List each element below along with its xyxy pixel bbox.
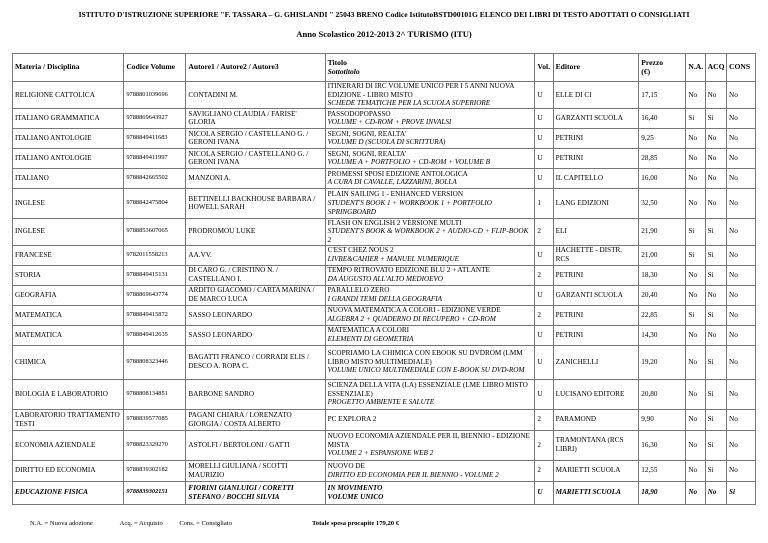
cell-cons: No (727, 305, 756, 325)
table-row (13, 430, 756, 460)
table-row (13, 379, 756, 409)
book-subtitle: PROGETTO AMBIENTE E SALUTE (327, 398, 435, 407)
col-acq: ACQ (705, 54, 726, 82)
cell-prezzo: 16,40 (639, 108, 686, 128)
cell-cons: No (727, 345, 756, 379)
cell-editore: LUCISANO EDITORE (553, 379, 639, 409)
cell-acq: No (705, 285, 726, 305)
book-subtitle: DA AUGUSTO ALL'ALTO MEDIOEVO (327, 275, 443, 284)
cell-prezzo: 12,55 (639, 460, 686, 481)
cell-materia: LABORATORIO TRATTAMENTO TESTI (13, 409, 124, 430)
cell-cons: No (727, 430, 756, 460)
cell-prezzo: 18,90 (639, 481, 686, 504)
cell-na: No (686, 285, 705, 305)
cell-vol: 2 (535, 460, 553, 481)
cell-titolo (325, 218, 535, 245)
cell-titolo (325, 245, 535, 265)
cell-materia: STORIA (13, 265, 124, 285)
total-cost: Totale spesa procapite 179,20 € (312, 520, 400, 527)
cell-materia: ITALIANO ANTOLOGIE (13, 148, 124, 168)
cell-codice: 9788849412635 (124, 325, 186, 345)
cell-materia: GEOGRAFIA (13, 285, 124, 305)
cell-na: Si (686, 218, 705, 245)
cell-autori: MANZONI A. (186, 168, 325, 188)
legend-acq: Acq. = Acquisto (119, 520, 163, 527)
cell-vol: U (535, 379, 553, 409)
col-editore: Editore (553, 54, 639, 82)
cell-titolo (325, 430, 535, 460)
cell-codice: 9788849415131 (124, 265, 186, 285)
cell-na: Si (686, 245, 705, 265)
table-row (13, 108, 756, 128)
cell-titolo (325, 168, 535, 188)
cell-materia: EDUCAZIONE FISICA (13, 481, 124, 504)
cell-autori: NICOLA SERGIO / CASTELLANO G. / GERONI IVANA (186, 128, 325, 148)
book-subtitle: STUDENT'S BOOK 1 + WORKBOOK 1 + PORTFOLIO SPRINGBOARD (327, 198, 492, 216)
cell-na: No (686, 148, 705, 168)
cell-prezzo: 9,90 (639, 409, 686, 430)
cell-cons: No (727, 188, 756, 218)
book-subtitle: LIVRE&CAHIER + MANUEL NUMERIQUE (327, 255, 460, 264)
cell-na: No (686, 460, 705, 481)
cell-materia: ITALIANO ANTOLOGIE (13, 128, 124, 148)
cell-na: Si (686, 108, 705, 128)
book-subtitle: VOLUME D (SCUOLA DI SCRITTURA) (327, 138, 446, 147)
cell-acq: No (705, 325, 726, 345)
cell-editore: ZANICHELLI (553, 345, 639, 379)
cell-editore: PARAMOND (553, 409, 639, 430)
book-subtitle: VOLUME + CD-ROM + PROVE INVALSI (327, 118, 452, 127)
cell-na: No (686, 82, 705, 109)
cell-acq: Si (705, 108, 726, 128)
cell-acq: No (705, 168, 726, 188)
cell-editore: PETRINI (553, 265, 639, 285)
cell-editore: TRAMONTANA (RCS LIBRI) (553, 430, 639, 460)
cell-vol: U (535, 325, 553, 345)
cell-editore: HACHETTE - DISTR. RCS (553, 245, 639, 265)
table-row (13, 245, 756, 265)
cell-autori: BARBONE SANDRO (186, 379, 325, 409)
cell-na: No (686, 188, 705, 218)
cell-acq: Si (705, 345, 726, 379)
cell-titolo (325, 345, 535, 379)
cell-codice: 9788849411683 (124, 128, 186, 148)
cell-codice: 9788869643927 (124, 108, 186, 128)
cell-acq: No (705, 481, 726, 504)
table-row (13, 168, 756, 188)
book-title: PROMESSI SPOSI EDIZIONE ANTOLOGICA (327, 169, 468, 178)
cell-vol: U (535, 285, 553, 305)
cell-codice: 9788853607065 (124, 218, 186, 245)
cell-editore: GARZANTI SCUOLA (553, 108, 639, 128)
book-title: ITINERARI DI IRC VOLUME UNICO PER I 5 ANNI NUOVA EDIZIONE - LIBRO MISTO (327, 82, 514, 99)
cell-autori: FIORINI GIANLUIGI / CORETTI STEFANO / BOCCHI SILVIA (186, 481, 325, 504)
book-title: PC EXPLORA 2 (327, 415, 377, 424)
cell-acq: Si (705, 265, 726, 285)
cell-materia: CHIMICA (13, 345, 124, 379)
book-title: MATEMATICA A COLORI (327, 326, 410, 335)
table-row (13, 460, 756, 481)
table-row (13, 305, 756, 325)
cell-acq: Si (705, 379, 726, 409)
cell-prezzo: 21,90 (639, 218, 686, 245)
col-cons: CONS (727, 54, 756, 82)
book-title: SCOPRIAMO LA CHIMICA CON EBOOK SU DVDROM (LMM LIBRO MISTO MULTIMEDIALE) (327, 349, 523, 366)
cell-vol: U (535, 108, 553, 128)
cell-acq: Si (705, 218, 726, 245)
cell-vol: 2 (535, 265, 553, 285)
cell-na: No (686, 345, 705, 379)
cell-titolo (325, 305, 535, 325)
cell-autori: MORELLI GIULIANA / SCOTTI MAURIZIO (186, 460, 325, 481)
cell-acq: Si (705, 305, 726, 325)
cell-prezzo: 28,85 (639, 148, 686, 168)
cell-titolo (325, 188, 535, 218)
cell-cons: No (727, 148, 756, 168)
cell-titolo (325, 82, 535, 109)
book-title: SCIENZA DELLA VITA (LA) ESSENZIALE (LME LIBRO MISTO ESSENZIALE) (327, 381, 528, 398)
cell-materia: INGLESE (13, 218, 124, 245)
cell-prezzo: 18,30 (639, 265, 686, 285)
cell-codice: 9788839577085 (124, 409, 186, 430)
book-subtitle: VOLUME UNICO (327, 492, 384, 501)
cell-cons: No (727, 82, 756, 109)
cell-autori: SASSO LEONARDO (186, 305, 325, 325)
book-title: C'EST CHEZ NOUS 2 (327, 246, 394, 255)
cell-acq: Si (705, 409, 726, 430)
document-header: ISTITUTO D'ISTRUZIONE SUPERIORE "F. TASSARA – G. GHISLANDI " 25043 BRENO Codice IstitutoBSTD00101G ELENCO DEI LIBRI DI TESTO ADOTTATI O CONSIGLIATI (78, 10, 690, 19)
cell-titolo (325, 285, 535, 305)
cell-cons: No (727, 460, 756, 481)
table-row (13, 325, 756, 345)
cell-codice: 9782011558213 (124, 245, 186, 265)
cell-titolo (325, 265, 535, 285)
cell-codice: 9788839302151 (124, 481, 186, 504)
book-title: FLASH ON ENGLISH 2 VERSIONE MULTI (327, 218, 462, 227)
cell-codice: 9788842475804 (124, 188, 186, 218)
cell-editore: MARIETTI SCUOLA (553, 481, 639, 504)
cell-na: No (686, 379, 705, 409)
cell-cons: No (727, 108, 756, 128)
table-row (13, 409, 756, 430)
cell-editore: PETRINI (553, 325, 639, 345)
cell-acq: Si (705, 245, 726, 265)
col-codice: Codice Volume (124, 54, 186, 82)
col-autori: Autore1 / Autore2 / Autore3 (186, 54, 325, 82)
cell-prezzo: 14,30 (639, 325, 686, 345)
table-row (13, 285, 756, 305)
cell-acq: No (705, 148, 726, 168)
book-subtitle: ELEMENTI DI GEOMETRIA (327, 335, 414, 344)
cell-materia: MATEMATICA (13, 325, 124, 345)
legend-cons: Cons. = Consigliato (179, 520, 232, 527)
cell-acq: No (705, 82, 726, 109)
cell-materia: DIRITTO ED ECONOMIA (13, 460, 124, 481)
cell-vol: U (535, 345, 553, 379)
cell-cons: Si (727, 481, 756, 504)
cell-vol: 2 (535, 409, 553, 430)
table-row (13, 148, 756, 168)
cell-codice: 9788842665502 (124, 168, 186, 188)
cell-editore: IL CAPITELLO (553, 168, 639, 188)
cell-titolo (325, 108, 535, 128)
cell-codice: 9788808323446 (124, 345, 186, 379)
cell-editore: PETRINI (553, 148, 639, 168)
col-titolo: Titolo Sottotitolo (325, 54, 535, 82)
cell-vol: 2 (535, 430, 553, 460)
cell-autori: AA.VV. (186, 245, 325, 265)
cell-codice: 9788869643774 (124, 285, 186, 305)
cell-cons: No (727, 265, 756, 285)
cell-prezzo: 9,25 (639, 128, 686, 148)
cell-cons: No (727, 325, 756, 345)
cell-na: No (686, 325, 705, 345)
book-title: PASSODOPOPASSO (327, 109, 391, 118)
cell-prezzo: 32,50 (639, 188, 686, 218)
book-title: NUOVO ECONOMIA AZIENDALE PER IL BIENNIO - EDIZIONE MISTA (327, 432, 530, 449)
cell-acq: Si (705, 430, 726, 460)
cell-titolo (325, 379, 535, 409)
cell-editore: GARZANTI SCUOLA (553, 285, 639, 305)
book-subtitle: VOLUME UNICO MULTIMEDIALE CON E-BOOK SU DVD-ROM (327, 366, 525, 375)
cell-materia: ITALIANO (13, 168, 124, 188)
cell-na: No (686, 481, 705, 504)
col-prezzo: Prezzo (€) (639, 54, 686, 82)
table-header-row (13, 54, 756, 82)
school-year-class: Anno Scolastico 2012-2013 2^ TURISMO (ITU) (296, 29, 472, 39)
cell-titolo (325, 128, 535, 148)
book-title: PLAIN SAILING 1 - ENHANCED VERSION (327, 190, 464, 199)
cell-prezzo: 21,00 (639, 245, 686, 265)
cell-vol: 1 (535, 188, 553, 218)
cell-autori: BAGATTI FRANCO / CORRADI ELIS / DESCO A. ROPA C. (186, 345, 325, 379)
cell-prezzo: 22,85 (639, 305, 686, 325)
cell-prezzo: 17,15 (639, 82, 686, 109)
book-subtitle: DIRITTO ED ECONOMIA PER IL BIENNIO - VOLUME 2 (327, 470, 499, 479)
cell-editore: ELI (553, 218, 639, 245)
cell-titolo (325, 460, 535, 481)
table-row (13, 128, 756, 148)
cell-titolo (325, 409, 535, 430)
cell-codice: 9788849415872 (124, 305, 186, 325)
book-title: TEMPO RITROVATO EDIZIONE BLU 2 + ATLANTE (327, 266, 490, 275)
cell-autori: ASTOLFI / BERTOLONI / GATTI (186, 430, 325, 460)
book-title: IN MOVIMENTO (327, 483, 383, 492)
cell-titolo (325, 325, 535, 345)
book-subtitle: VOLUME 2 + ESPANSIONE WEB 2 (327, 449, 434, 458)
cell-prezzo: 16,30 (639, 430, 686, 460)
cell-na: No (686, 168, 705, 188)
cell-vol: U (535, 168, 553, 188)
cell-cons: No (727, 409, 756, 430)
col-materia: Materia / Disciplina (13, 54, 124, 82)
table-row (13, 188, 756, 218)
legend (30, 520, 232, 527)
book-title: SEGNI, SOGNI, REALTA' (327, 129, 407, 138)
cell-acq: No (705, 128, 726, 148)
book-subtitle: VOLUME A + PORTFOLIO + CD-ROM + VOLUME B (327, 158, 490, 167)
textbook-table (12, 53, 756, 505)
cell-na: No (686, 409, 705, 430)
cell-materia: ITALIANO GRAMMATICA (13, 108, 124, 128)
legend-na: N.A. = Nuova adozione (30, 520, 93, 527)
col-na: N.A. (686, 54, 705, 82)
cell-acq: Si (705, 460, 726, 481)
table-row (13, 265, 756, 285)
cell-codice: 9788801039696 (124, 82, 186, 109)
cell-prezzo: 20,40 (639, 285, 686, 305)
cell-na: No (686, 265, 705, 285)
book-title: SEGNI, SOGNI, REALTA' (327, 149, 407, 158)
cell-materia: FRANCESE (13, 245, 124, 265)
cell-autori: BETTINELLI BACKHOUSE BARBARA / HOWELL SARAH (186, 188, 325, 218)
book-title: NUOVO DE (327, 461, 365, 470)
book-subtitle: SCHEDE TEMATICHE PER LA SCUOLA SUPERIORE (327, 99, 491, 108)
cell-autori: ARDITO GIACOMO / CARTA MARINA / DE MARCO LUCA (186, 285, 325, 305)
cell-acq: No (705, 188, 726, 218)
table-row (13, 82, 756, 109)
cell-autori: PAGANI CHIARA / LORENZATO GIORGIA / COSTA ALBERTO (186, 409, 325, 430)
book-subtitle: STUDENT'S BOOK & WORKBOOK 2 + AUDIO-CD + FLIP-BOOK 2 (327, 227, 529, 244)
book-subtitle: ALGEBRA 2 + QUADERNO DI RECUPERO + CD-ROM (327, 315, 496, 324)
cell-editore: ELLE DI CI (553, 82, 639, 109)
cell-na: No (686, 128, 705, 148)
table-row (13, 345, 756, 379)
cell-autori: SASSO LEONARDO (186, 325, 325, 345)
cell-codice: 9788839302182 (124, 460, 186, 481)
cell-codice: 9788849411997 (124, 148, 186, 168)
cell-prezzo: 19,20 (639, 345, 686, 379)
cell-vol: 2 (535, 305, 553, 325)
cell-materia: ECONOMIA AZIENDALE (13, 430, 124, 460)
cell-materia: BIOLOGIA E LABORATORIO (13, 379, 124, 409)
cell-cons: No (727, 245, 756, 265)
cell-vol: U (535, 245, 553, 265)
cell-titolo (325, 481, 535, 504)
cell-vol: U (535, 148, 553, 168)
col-vol: Vol. (535, 54, 553, 82)
cell-editore: PETRINI (553, 128, 639, 148)
cell-cons: No (727, 379, 756, 409)
cell-vol: 2 (535, 218, 553, 245)
cell-na: Si (686, 305, 705, 325)
cell-codice: 9788808134851 (124, 379, 186, 409)
cell-cons: No (727, 285, 756, 305)
cell-vol: U (535, 128, 553, 148)
table-row (13, 218, 756, 245)
book-title: NUOVA MATEMATICA A COLORI - EDIZIONE VERDE (327, 306, 501, 315)
cell-materia: MATEMATICA (13, 305, 124, 325)
book-title: PARALLELO ZERO (327, 286, 390, 295)
cell-na: No (686, 430, 705, 460)
table-row (13, 481, 756, 504)
cell-editore: LANG EDIZIONI (553, 188, 639, 218)
cell-materia: INGLESE (13, 188, 124, 218)
cell-cons: No (727, 218, 756, 245)
cell-titolo (325, 148, 535, 168)
book-subtitle: I GRANDI TEMI DELLA GEOGRAFIA (327, 295, 443, 304)
cell-editore: PETRINI (553, 305, 639, 325)
cell-prezzo: 20,80 (639, 379, 686, 409)
cell-autori: SAVIGLIANO CLAUDIA / FARISE' GLORIA (186, 108, 325, 128)
cell-vol: U (535, 481, 553, 504)
cell-cons: No (727, 168, 756, 188)
cell-autori: CONTADINI M. (186, 82, 325, 109)
cell-cons: No (727, 128, 756, 148)
cell-materia: RELIGIONE CATTOLICA (13, 82, 124, 109)
cell-autori: PRODROMOU LUKE (186, 218, 325, 245)
cell-editore: MARIETTI SCUOLA (553, 460, 639, 481)
book-subtitle: A CURA DI CAVALLE, LAZZARINI, BOLLA (327, 178, 457, 187)
cell-codice: 9788823329270 (124, 430, 186, 460)
cell-autori: NICOLA SERGIO / CASTELLANO G. / GERONI IVANA (186, 148, 325, 168)
cell-prezzo: 16,00 (639, 168, 686, 188)
cell-autori: DI CARO G. / CRISTINO N. / CASTELLANO I. (186, 265, 325, 285)
cell-vol: U (535, 82, 553, 109)
